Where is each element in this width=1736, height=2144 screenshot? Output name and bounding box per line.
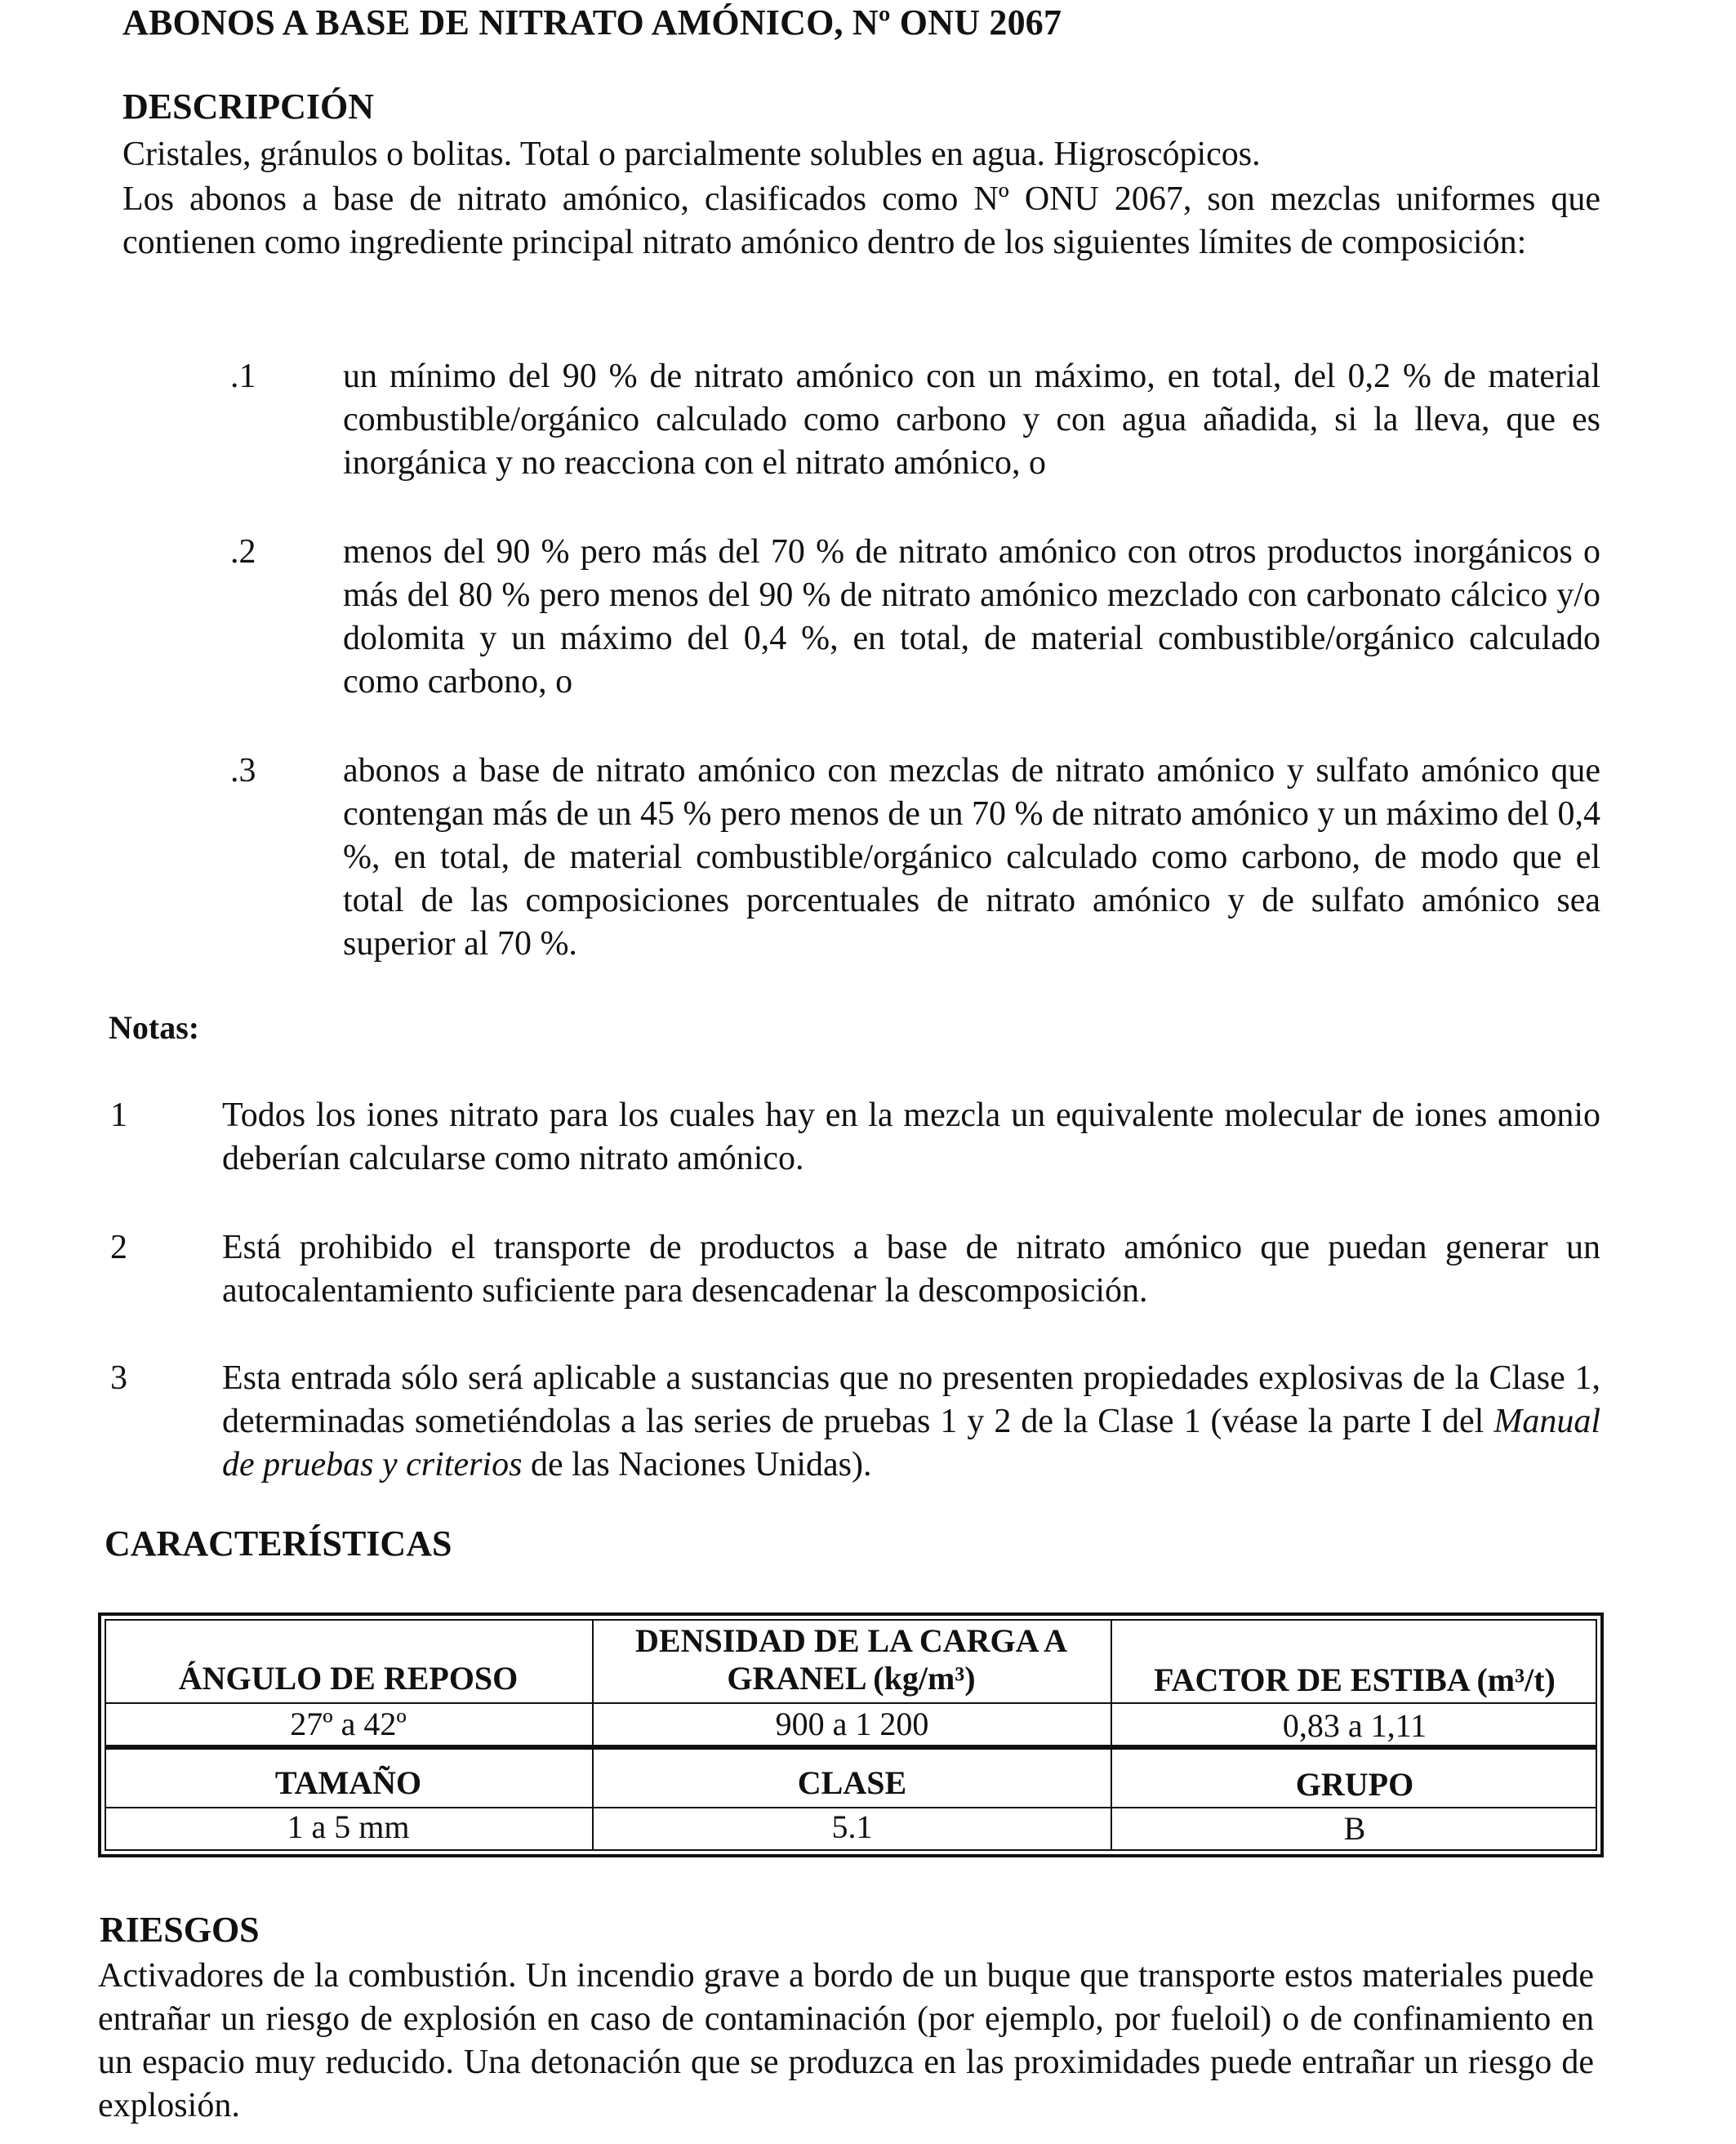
header-grupo: GRUPO (1295, 1766, 1414, 1803)
riesgos-heading: RIESGOS (100, 1910, 260, 1950)
manual-title: Manual de pruebas y criterios (222, 1403, 1600, 1483)
nota-number: 3 (110, 1359, 127, 1397)
nota-text-part: de las Naciones Unidas). (522, 1446, 872, 1483)
descripcion-item-number: .1 (230, 358, 256, 395)
nota-text: Todos los iones nitrato para los cuales hay en la mezcla un equivalente molecular de iones amonio deberían calcularse como nitrato amónico. (222, 1096, 1600, 1177)
nota-text-part: Esta entrada sólo será aplicable a sustancias que no presenten propiedades explosivas de la Clase 1, determinadas sometiéndolas a las series de pruebas 1 y 2 de la Clase 1 (véase la parte I del (222, 1359, 1600, 1440)
page-title: ABONOS A BASE DE NITRATO AMÓNICO, Nº ONU 2067 (122, 2, 1062, 42)
descripcion-item-number: .2 (230, 533, 256, 571)
riesgos-paragraph: Activadores de la combustión. Un incendio grave a bordo de un buque que transporte estos materiales puede entrañar un riesgo de explosión en caso de contaminación (por ejemplo, por fueloil) o de confinamiento en un espacio muy reducido. Una detonación que se produzca en las proximidades puede entrañar un riesgo de explosión. (98, 1957, 1594, 2124)
header-factor-estiba: FACTOR DE ESTIBA (m³/t) (1154, 1661, 1556, 1698)
nota-text: Está prohibido el transporte de productos a base de nitrato amónico que puedan generar un autocalentamiento suficiente para desencadenar la descomposición. (222, 1229, 1600, 1310)
header-angulo-reposo: ÁNGULO DE REPOSO (178, 1660, 519, 1697)
descripcion-item-text: menos del 90 % pero más del 70 % de nitrato amónico con otros productos inorgánicos o más del 80 % pero menos del 90 % de nitrato amónico mezclado con carbonato cálcico y/o dolomita y un máximo del 0,4 %, en total, de material combustible/orgánico calculado como carbono, o (343, 533, 1600, 701)
descripcion-heading: DESCRIPCIÓN (122, 87, 375, 127)
header-densidad-carga: DENSIDAD DE LA CARGA A GRANEL (kg/m³) (635, 1622, 1067, 1697)
descripcion-item-text: abonos a base de nitrato amónico con mezclas de nitrato amónico y sulfato amónico que contengan más de un 45 % pero menos de un 70 % de nitrato amónico y un máximo del 0,4 %, en total, de material combustible/orgánico calculado como carbono, de modo que el total de las composiciones porcentuales de nitrato amónico y de sulfato amónico sea superior al 70 %. (343, 752, 1600, 963)
descripcion-item-number: .3 (230, 752, 256, 790)
notas-heading: Notas: (109, 1009, 200, 1046)
characteristics-table (98, 1612, 1604, 1857)
nota-number: 2 (110, 1229, 127, 1266)
caracteristicas-heading: CARACTERÍSTICAS (105, 1523, 452, 1564)
value-tamano: 1 a 5 mm (287, 1808, 410, 1845)
value-grupo: B (1343, 1810, 1366, 1847)
value-factor-estiba: 0,83 a 1,11 (1282, 1707, 1427, 1744)
value-angulo-reposo: 27º a 42º (290, 1706, 407, 1742)
nota-number: 1 (110, 1096, 127, 1134)
descripcion-item-text: un mínimo del 90 % de nitrato amónico con un máximo, en total, del 0,2 % de material combustible/orgánico calculado como carbono y con agua añadida, si la lleva, que es inorgánica y no reacciona con el nitrato amónico, o (343, 358, 1600, 482)
value-densidad-carga: 900 a 1 200 (775, 1706, 929, 1742)
descripcion-paragraph: Los abonos a base de nitrato amónico, clasificados como Nº ONU 2067, son mezclas uniformes que contienen como ingrediente principal nitrato amónico dentro de los siguientes límites de composición: (122, 180, 1600, 261)
value-clase: 5.1 (831, 1808, 873, 1845)
header-clase: CLASE (797, 1764, 907, 1801)
header-tamano: TAMAÑO (274, 1764, 422, 1801)
descripcion-line: Cristales, gránulos o bolitas. Total o parcialmente solubles en agua. Higroscópicos. (122, 136, 1261, 173)
nota-text (222, 1357, 1600, 1487)
